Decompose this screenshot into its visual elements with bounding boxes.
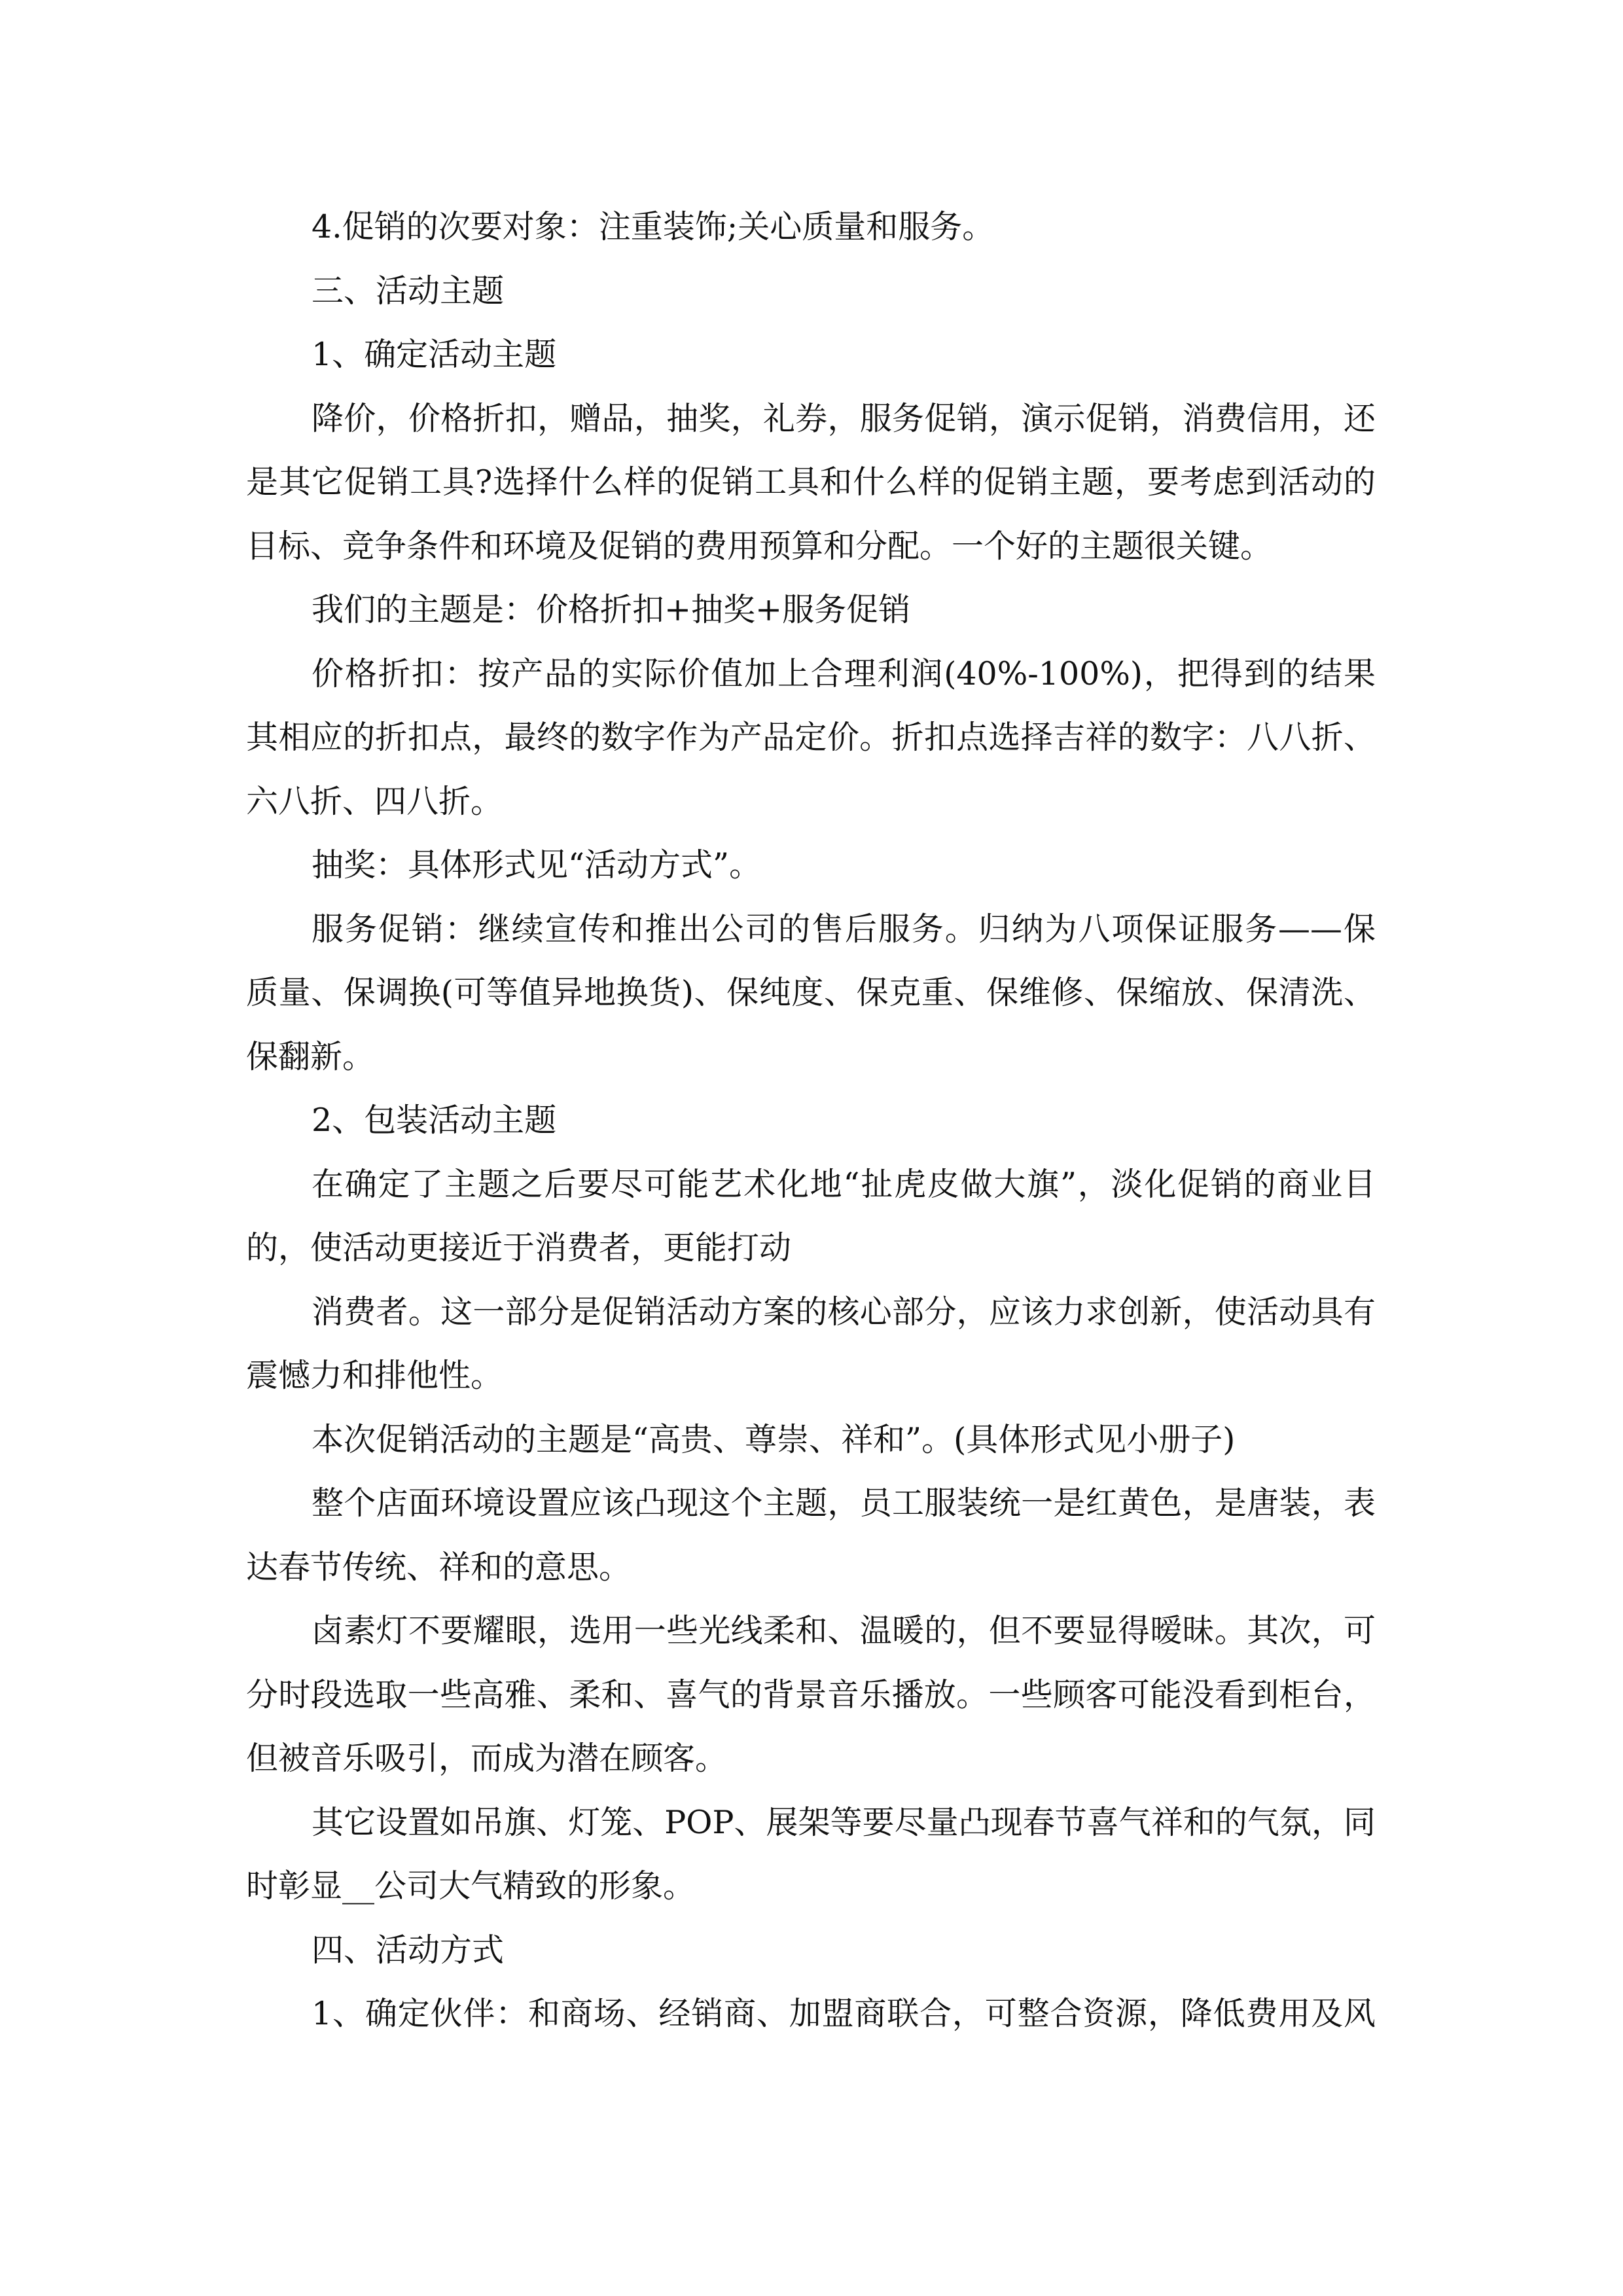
text-line: 的，使活动更接近于消费者，更能打动 (246, 1229, 792, 1266)
text-line: 抽奖：具体形式见“活动方式”。 (312, 846, 762, 884)
text-line: 其相应的折扣点，最终的数字作为产品定价。折扣点选择吉祥的数字：八八折、 (246, 719, 1376, 756)
text-line: 1、确定活动主题 (312, 336, 557, 373)
text-line: 三、活动主题 (312, 272, 505, 310)
text-line: 服务促销：继续宣传和推出公司的售后服务。归纳为八项保证服务——保 (312, 910, 1376, 948)
text-line: 其它设置如吊旗、灯笼、POP、展架等要尽量凸现春节喜气祥和的气氛，同 (312, 1803, 1376, 1841)
text-line: 分时段选取一些高雅、柔和、喜气的背景音乐播放。一些顾客可能没看到柜台， (246, 1676, 1376, 1713)
text-line: 价格折扣：按产品的实际价值加上合理利润(40%-100%)，把得到的结果 (312, 655, 1376, 692)
text-line: 时彰显__公司大气精致的形象。 (246, 1867, 696, 1905)
text-line: 震憾力和排他性。 (246, 1357, 503, 1394)
text-line: 1、确定伙伴：和商场、经销商、加盟商联合，可整合资源，降低费用及风 (312, 1995, 1376, 2032)
text-line: 六八折、四八折。 (246, 782, 503, 820)
text-line: 达春节传统、祥和的意思。 (246, 1548, 632, 1586)
text-line: 是其它促销工具?选择什么样的促销工具和什么样的促销主题，要考虑到活动的 (246, 463, 1376, 501)
text-line: 在确定了主题之后要尽可能艺术化地“扯虎皮做大旗”，淡化促销的商业目 (312, 1165, 1376, 1203)
text-line: 本次促销活动的主题是“高贵、尊崇、祥和”。(具体形式见小册子) (312, 1420, 1236, 1458)
text-line: 整个店面环境设置应该凸现这个主题，员工服装统一是红黄色，是唐装，表 (312, 1484, 1376, 1522)
text-line: 卤素灯不要耀眼，选用一些光线柔和、温暖的，但不要显得暧昧。其次，可 (312, 1612, 1376, 1649)
text-line: 质量、保调换(可等值异地换货)、保纯度、保克重、保维修、保缩放、保清洗、 (246, 974, 1376, 1011)
text-line: 我们的主题是：价格折扣+抽奖+服务促销 (312, 591, 911, 628)
text-line: 2、包装活动主题 (312, 1102, 557, 1139)
text-line: 但被音乐吸引，而成为潜在顾客。 (246, 1740, 728, 1777)
text-line: 4.促销的次要对象：注重装饰;关心质量和服务。 (312, 208, 995, 245)
text-line: 四、活动方式 (312, 1931, 505, 1969)
document-page (246, 195, 1376, 2046)
text-line: 目标、竞争条件和环境及促销的费用预算和分配。一个好的主题很关键。 (246, 527, 1273, 565)
text-line: 消费者。这一部分是促销活动方案的核心部分，应该力求创新，使活动具有 (312, 1293, 1376, 1331)
text-line: 保翻新。 (246, 1037, 375, 1075)
text-line: 降价，价格折扣，赠品，抽奖，礼券，服务促销，演示促销，消费信用，还 (312, 399, 1376, 437)
